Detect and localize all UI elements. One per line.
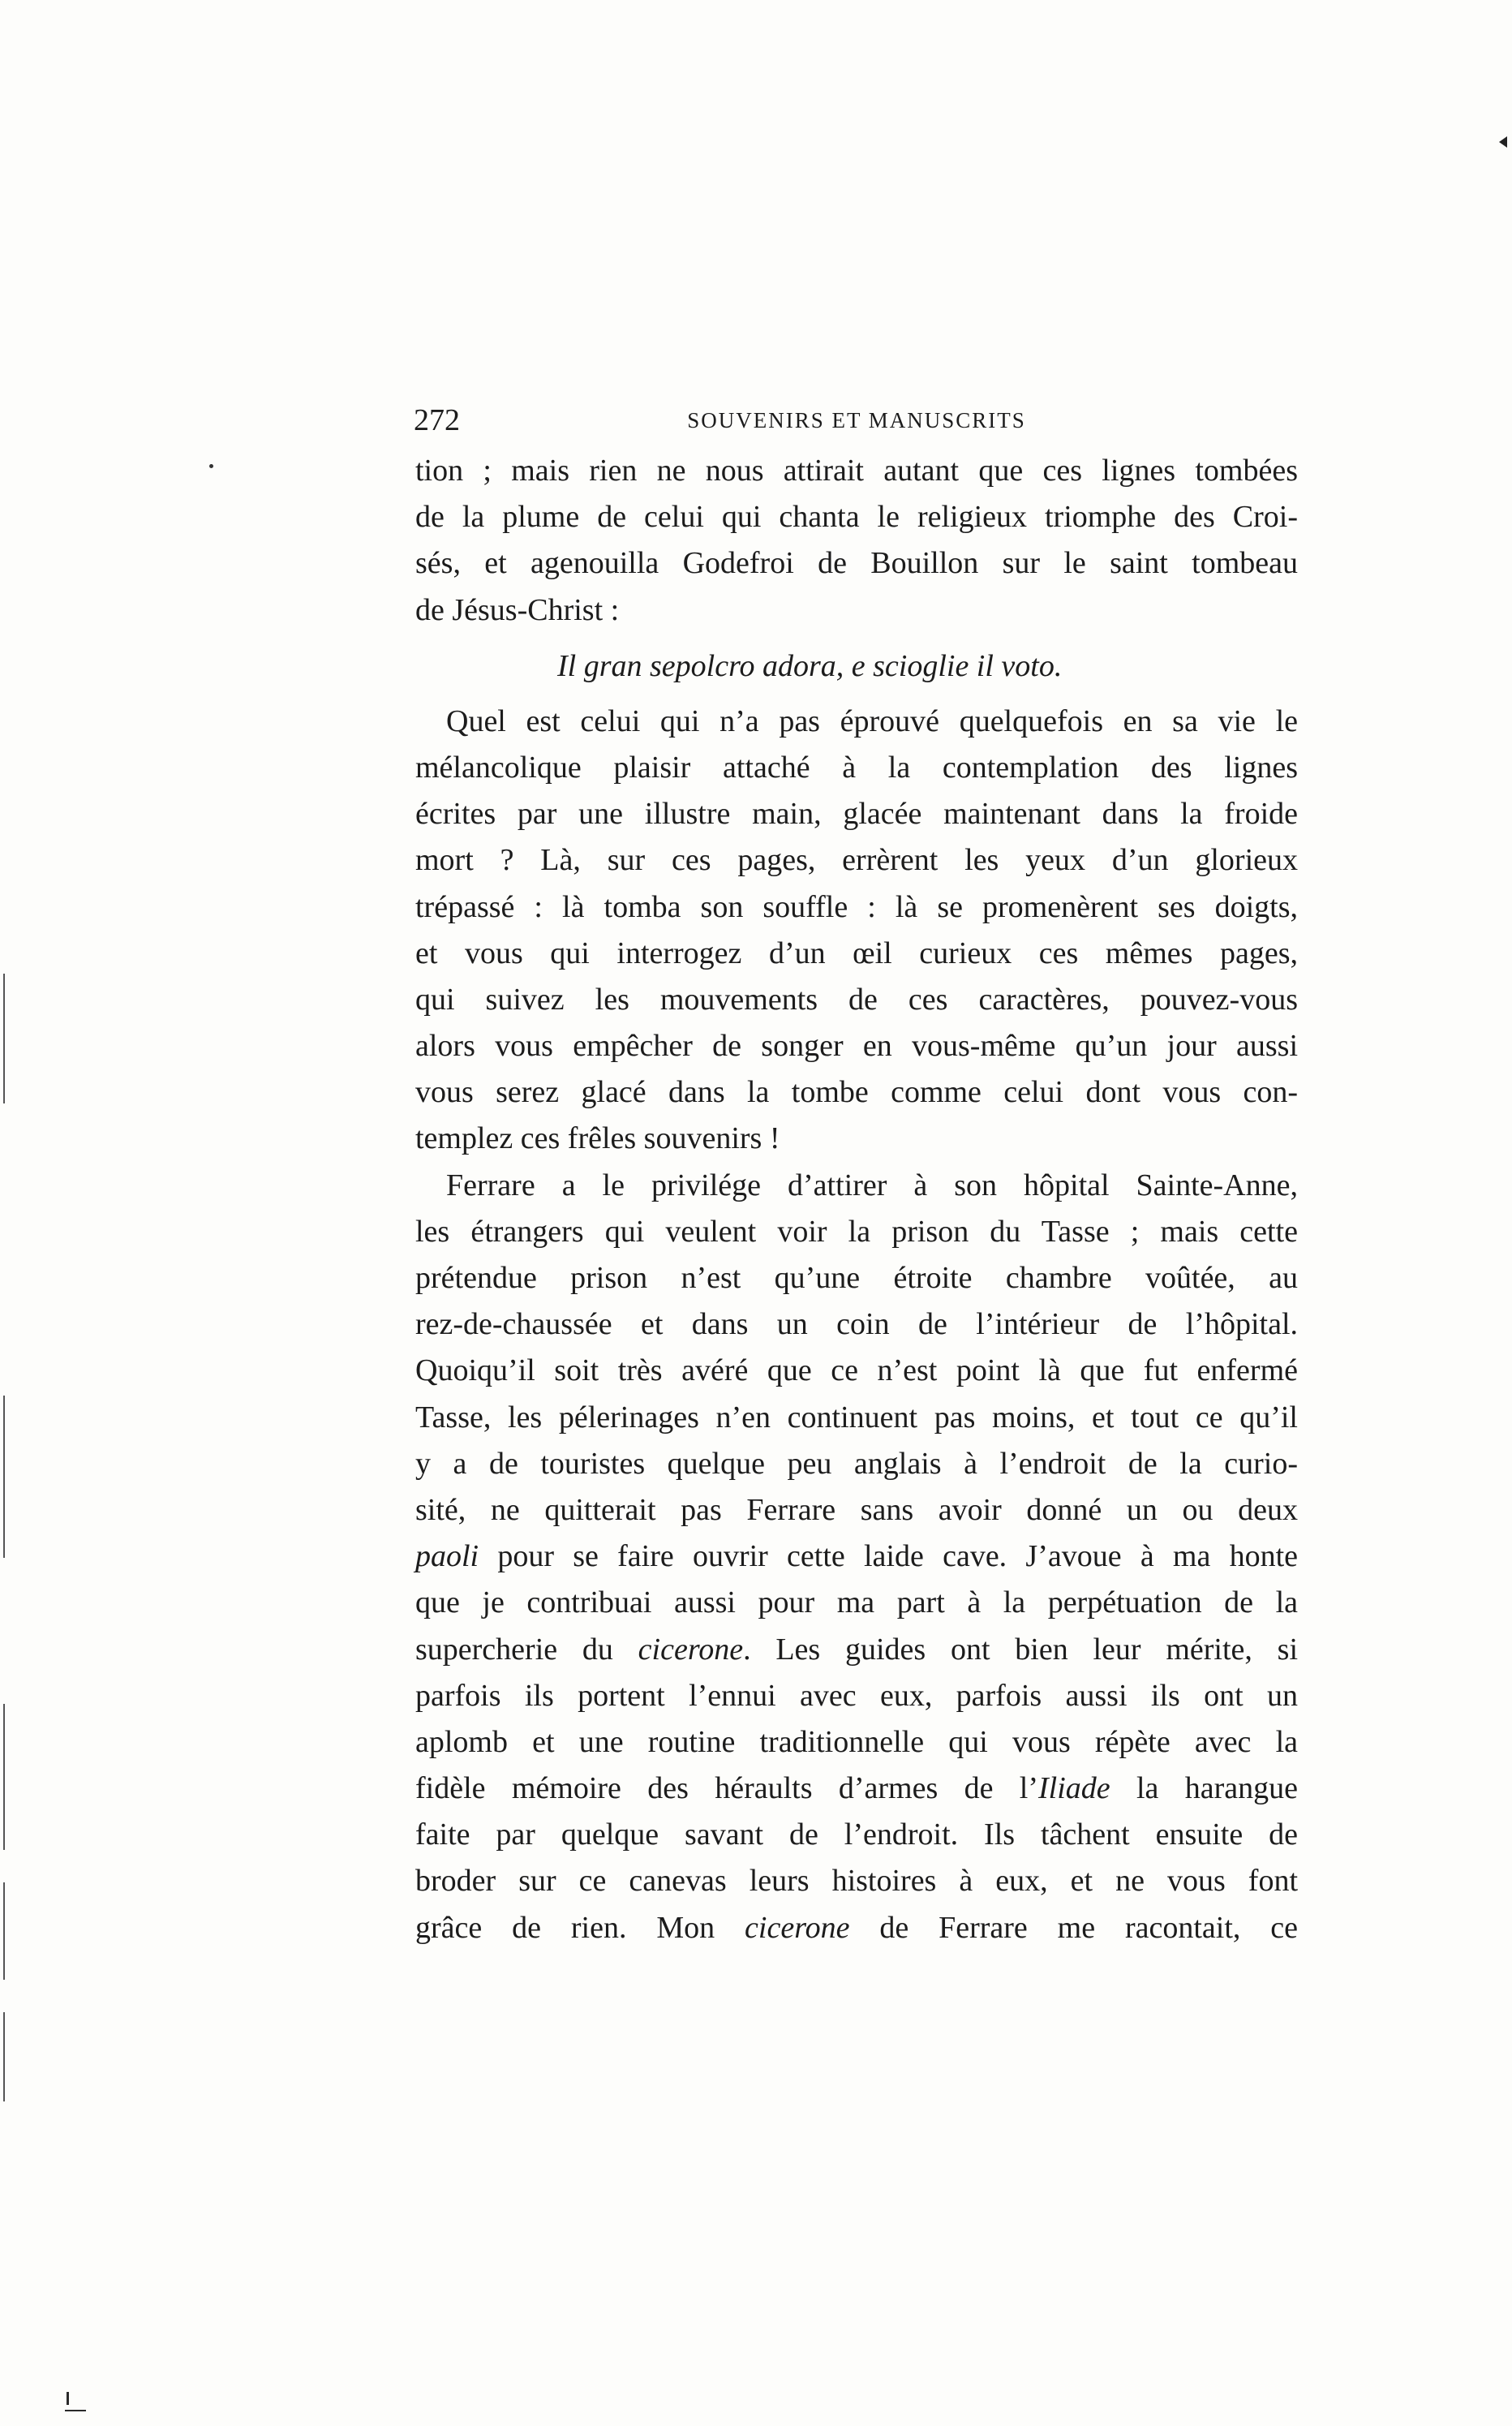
text-line: trépassé : là tomba son souffle : là se promenèrent ses doigts,	[415, 889, 1298, 924]
text-line: faite par quelque savant de l’endroit. Ils tâchent ensuite de	[415, 1817, 1298, 1852]
text-fragment: . Les guides ont bien leur mérite, si	[743, 1632, 1299, 1667]
text-line	[415, 1766, 1298, 1812]
text-fragment: de Ferrare me racontait, ce	[879, 1910, 1298, 1945]
text-line: rez-de-chaussée et dans un coin de l’intérieur de l’hôpital.	[415, 1307, 1298, 1342]
italic-word: paoli	[415, 1539, 479, 1574]
text-line: Quel est celui qui n’a pas éprouvé quelquefois en sa vie le	[446, 703, 1298, 738]
text-line: y a de touristes quelque peu anglais à l’endroit de la curio-	[415, 1446, 1298, 1481]
text-line	[415, 1533, 1298, 1580]
margin-dot-icon	[209, 464, 213, 468]
text-line: tion ; mais rien ne nous attirait autant que ces lignes tombées	[415, 454, 1298, 488]
text-line: et vous qui interrogez d’un œil curieux ces mêmes pages,	[415, 936, 1298, 970]
text-line: vous serez glacé dans la tombe comme celui dont vous con-	[415, 1075, 1298, 1110]
text-line: mélancolique plaisir attaché à la contemplation des lignes	[415, 750, 1298, 785]
text-fragment: fidèle mémoire des héraults d’armes de l’	[415, 1771, 1038, 1806]
verse-quote: Il gran sepolcro adora, e scioglie il voto.	[557, 648, 1063, 683]
text-line: alors vous empêcher de songer en vous-même qu’un jour aussi	[415, 1029, 1298, 1064]
binding-line	[3, 1882, 5, 1980]
body-text	[415, 448, 1298, 1951]
binding-line	[3, 2012, 5, 2101]
text-line	[415, 1627, 1298, 1673]
text-line: Ferrare a le privilége d’attirer à son hôpital Sainte-Anne,	[446, 1168, 1298, 1202]
text-fragment: la harangue	[1136, 1771, 1298, 1806]
bottom-edge-mark	[67, 2392, 69, 2405]
text-line: sité, ne quitterait pas Ferrare sans avoir donné un ou deux	[415, 1492, 1298, 1527]
bottom-edge-mark	[65, 2410, 86, 2411]
text-line: prétendue prison n’est qu’une étroite chambre voûtée, au	[415, 1261, 1298, 1295]
text-line: qui suivez les mouvements de ces caractères, pouvez-vous	[415, 982, 1298, 1017]
text-line: templez ces frêles souvenirs !	[415, 1121, 780, 1156]
binding-line	[3, 974, 5, 1103]
text-line: que je contribuai aussi pour ma part à la perpétuation de la	[415, 1585, 1298, 1620]
text-line: aplomb et une routine traditionnelle qui vous répète avec la	[415, 1724, 1298, 1759]
page-header	[414, 396, 1299, 445]
binding-line	[3, 1704, 5, 1850]
text-line: parfois ils portent l’ennui avec eux, parfois aussi ils ont un	[415, 1678, 1298, 1713]
page-edge-arrow-icon	[1499, 136, 1507, 148]
italic-word: Iliade	[1038, 1771, 1110, 1806]
running-title: SOUVENIRS ET MANUSCRITS	[687, 408, 1026, 432]
italic-word: cicerone	[745, 1910, 850, 1945]
text-line	[415, 1905, 1298, 1951]
text-line: Tasse, les pélerinages n’en continuent pas moins, et tout ce qu’il	[415, 1400, 1298, 1435]
text-line: de Jésus-Christ :	[415, 592, 620, 627]
text-line: broder sur ce canevas leurs histoires à eux, et ne vous font	[415, 1864, 1298, 1899]
italic-word: cicerone	[638, 1632, 744, 1667]
text-line: les étrangers qui veulent voir la prison du Tasse ; mais cette	[415, 1214, 1298, 1249]
text-fragment: supercherie du	[415, 1632, 613, 1667]
text-line: mort ? Là, sur ces pages, errèrent les yeux d’un glorieux	[415, 843, 1298, 878]
page-number: 272	[414, 403, 460, 437]
binding-line	[3, 1396, 5, 1558]
text-line: de la plume de celui qui chanta le religieux triomphe des Croi-	[415, 500, 1298, 535]
text-line: écrites par une illustre main, glacée maintenant dans la froide	[415, 797, 1298, 832]
text-line: Quoiqu’il soit très avéré que ce n’est point là que fut enfermé	[415, 1353, 1298, 1388]
text-fragment: pour se faire ouvrir cette laide cave. J’avoue à ma honte	[497, 1539, 1298, 1574]
text-fragment: grâce de rien. Mon	[415, 1910, 715, 1945]
text-line: sés, et agenouilla Godefroi de Bouillon sur le saint tombeau	[415, 546, 1298, 581]
